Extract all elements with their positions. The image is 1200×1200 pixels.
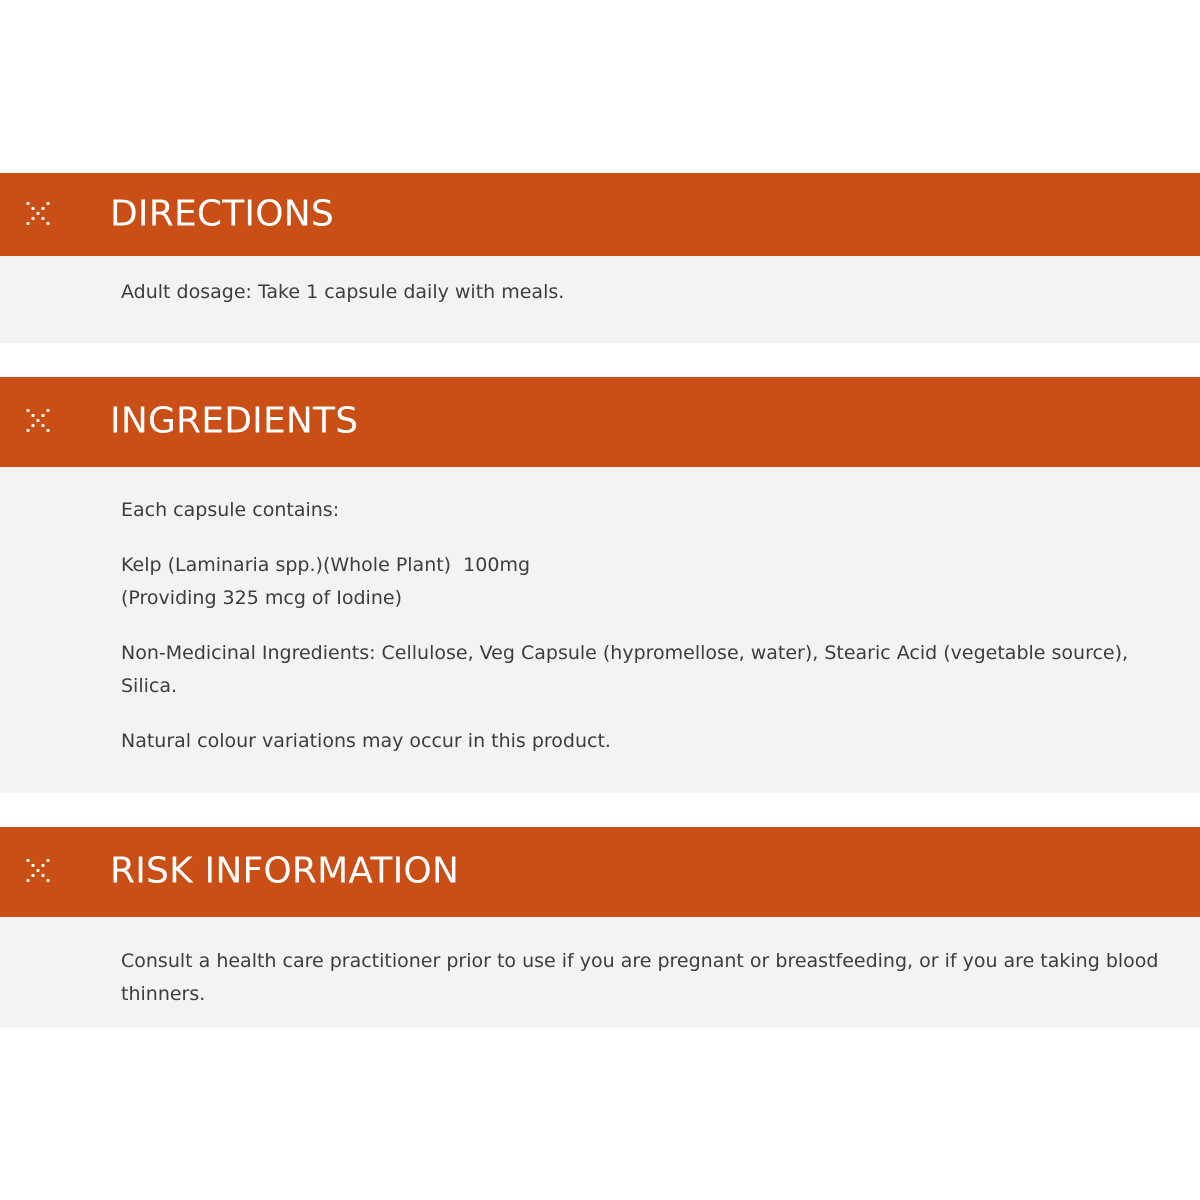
risk-line: Consult a health care practitioner prior to use if you are pregnant or breastfeeding, or if you are taking blood bbox=[121, 950, 1159, 972]
colour-note: Natural colour variations may occur in this product. bbox=[121, 730, 611, 752]
directions-text: Adult dosage: Take 1 capsule daily with meals. bbox=[121, 281, 565, 303]
non-medicinal-line: Non-Medicinal Ingredients: Cellulose, Veg Capsule (hypromellose, water), Stearic Acid (vegetable source), bbox=[121, 642, 1129, 664]
directions-section bbox=[0, 173, 1200, 343]
risk-line-end: thinners. bbox=[121, 983, 206, 1005]
iodine-line: (Providing 325 mcg of Iodine) bbox=[121, 587, 402, 609]
each-capsule-text: Each capsule contains: bbox=[121, 499, 340, 521]
risk-paragraph bbox=[121, 945, 1186, 1011]
risk-header[interactable] bbox=[0, 827, 1200, 917]
cross-dots-icon bbox=[25, 407, 51, 433]
ingredients-header[interactable] bbox=[0, 377, 1200, 467]
kelp-line: Kelp (Laminaria spp.)(Whole Plant) 100mg bbox=[121, 554, 531, 576]
directions-header[interactable] bbox=[0, 173, 1200, 256]
directions-title: DIRECTIONS bbox=[110, 193, 334, 235]
ingredients-section bbox=[0, 377, 1200, 793]
ingredients-body bbox=[0, 467, 1200, 793]
risk-section bbox=[0, 827, 1200, 1028]
risk-body bbox=[0, 917, 1200, 1028]
cross-dots-icon bbox=[25, 200, 51, 226]
non-medicinal-paragraph bbox=[121, 637, 1186, 703]
kelp-paragraph bbox=[121, 549, 1186, 615]
directions-body bbox=[0, 256, 1200, 343]
risk-title: RISK INFORMATION bbox=[110, 850, 460, 892]
cross-dots-icon bbox=[25, 857, 51, 883]
non-medicinal-line-end: Silica. bbox=[121, 675, 178, 697]
ingredients-title: INGREDIENTS bbox=[110, 400, 359, 442]
